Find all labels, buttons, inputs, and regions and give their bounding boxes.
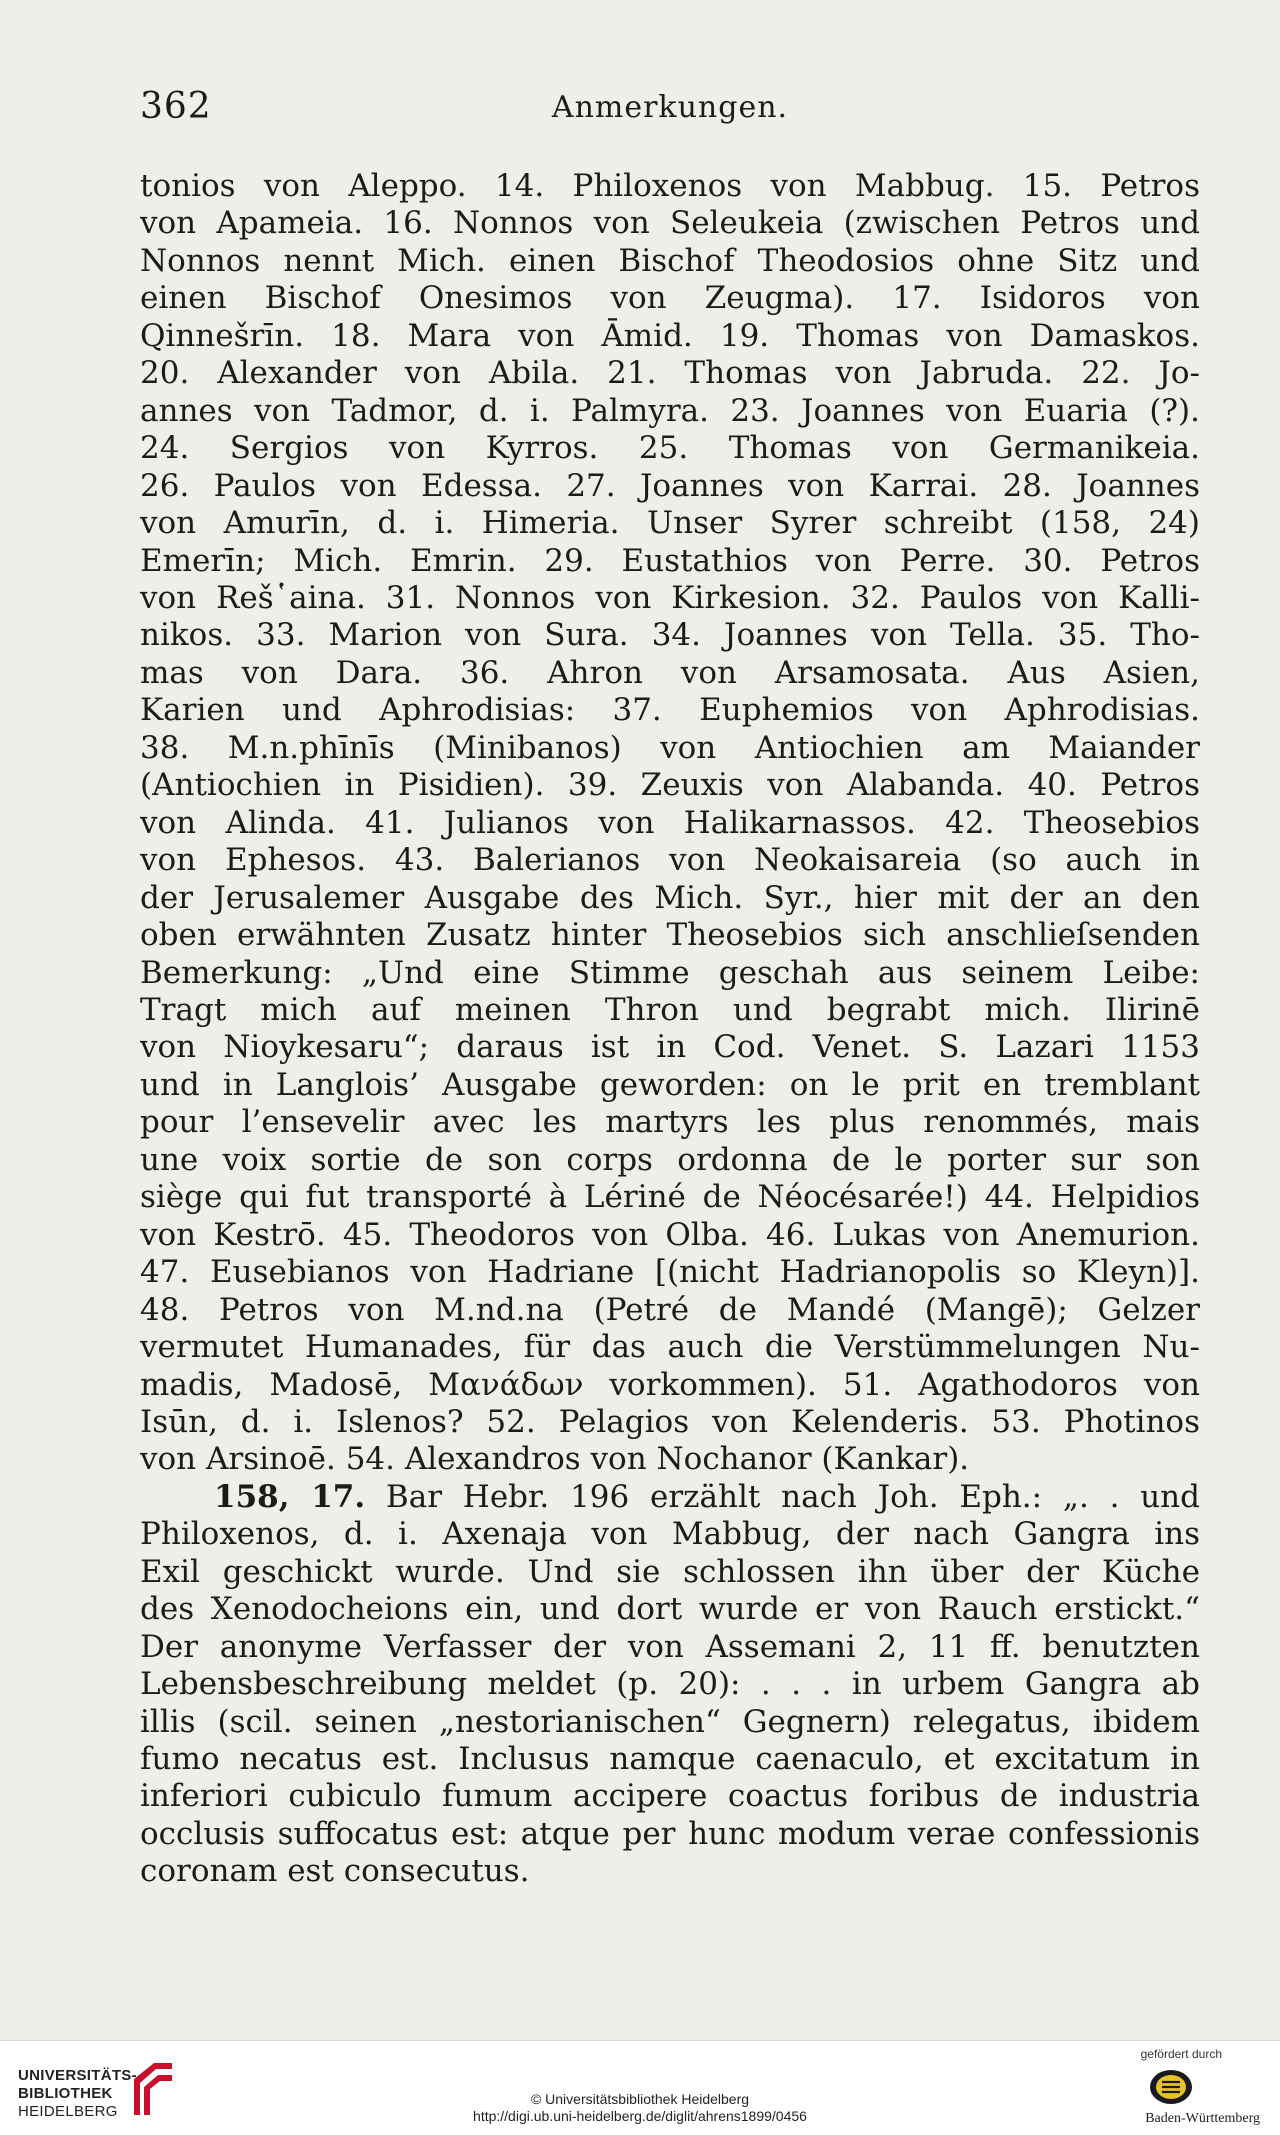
text-line: 38. M.n.phīnīs (Minibanos) von Antiochien am Maiander <box>140 729 1200 766</box>
footer-bar <box>0 2040 1280 2135</box>
text-line: fumo necatus est. Inclusus namque caenaculo, et excitatum in <box>140 1741 1200 1778</box>
text-line: coronam est consecutus. <box>140 1853 530 1890</box>
text-line: mas von Dara. 36. Ahron von Arsamosata. Aus Asien, <box>140 654 1200 691</box>
text-line: von Ephesos. 43. Balerianos von Neokaisareia (so auch in <box>140 842 1200 879</box>
text-line: siège qui fut transporté à Lériné de Néocésarée!) 44. Helpidios <box>140 1179 1200 1216</box>
text-line: nikos. 33. Marion von Sura. 34. Joannes von Tella. 35. Tho- <box>140 617 1200 654</box>
permalink-url[interactable]: http://digi.ub.uni-heidelberg.de/diglit/ahrens1899/0456 <box>473 2108 807 2124</box>
text-line: (Antiochien in Pisidien). 39. Zeuxis von Alabanda. 40. Petros <box>140 767 1200 804</box>
text-line: von Apameia. 16. Nonnos von Seleukeia (zwischen Petros und <box>140 205 1200 242</box>
text-line: von Arsinoē. 54. Alexandros von Nochanor (Kankar). <box>140 1441 970 1478</box>
text-line: und in Langlois’ Ausgabe geworden: on le prit en tremblant <box>140 1066 1200 1103</box>
sponsor-label: gefördert durch <box>1140 2047 1222 2061</box>
copyright-notice <box>0 2091 1280 2125</box>
text-line: von Reš῾aina. 31. Nonnos von Kirkesion. 32. Paulos von Kalli- <box>140 579 1200 616</box>
text-line: vermutet Humanades, für das auch die Verstümmelungen Nu- <box>140 1329 1200 1366</box>
text-line: Philoxenos, d. i. Axenaja von Mabbug, der nach Gangra ins <box>140 1516 1200 1553</box>
sponsor-name: Baden-Württemberg <box>1145 2111 1260 2126</box>
section-reference: 158, 17. <box>214 1478 366 1515</box>
page-header <box>140 86 1200 136</box>
text-line: illis (scil. seinen „nestorianischen“ Gegnern) relegatus, ibidem <box>140 1703 1200 1740</box>
text-line: der Jerusalemer Ausgabe des Mich. Syr., hier mit der an den <box>140 879 1200 916</box>
text-line: Bemerkung: „Und eine Stimme geschah aus seinem Leibe: <box>140 954 1200 991</box>
library-name-line1: UNIVERSITÄTS- <box>18 2067 137 2084</box>
text-line: 20. Alexander von Abila. 21. Thomas von Jabruda. 22. Jo- <box>140 355 1200 392</box>
text-line: occlusis suffocatus est: atque per hunc modum verae confessionis <box>140 1815 1200 1852</box>
text-line: Karien und Aphrodisias: 37. Euphemios von Aphrodisias. <box>140 692 1200 729</box>
copyright-text: © Universitätsbibliothek Heidelberg <box>530 2091 750 2107</box>
text-line: von Kestrō. 45. Theodoros von Olba. 46. Lukas von Anemurion. <box>140 1216 1200 1253</box>
text-line: Der anonyme Verfasser der von Assemani 2, 11 ff. benutzten <box>140 1628 1200 1665</box>
text-line: des Xenodocheions ein, und dort wurde er von Rauch erstickt.“ <box>140 1591 1200 1628</box>
text-line: von Amurīn, d. i. Himeria. Unser Syrer schreibt (158, 24) <box>140 505 1200 542</box>
state-coat-of-arms-icon <box>1148 2067 1194 2107</box>
text-line: einen Bischof Onesimos von Zeugma). 17. Isidoros von <box>140 280 1200 317</box>
library-name-line3: HEIDELBERG <box>18 2103 118 2120</box>
text-line: Qinnešrīn. 18. Mara von Āmid. 19. Thomas von Damaskos. <box>140 317 1200 354</box>
library-name-line2: BIBLIOTHEK <box>18 2085 113 2102</box>
text-line: pour l’ensevelir avec les martyrs les plus renommés, mais <box>140 1104 1200 1141</box>
section-first-line <box>140 1479 1200 1516</box>
text-line: Isūn, d. i. Islenos? 52. Pelagios von Kelenderis. 53. Photinos <box>140 1403 1200 1440</box>
text-line: 26. Paulos von Edessa. 27. Joannes von Karrai. 28. Joannes <box>140 467 1200 504</box>
body-text <box>140 168 1200 1891</box>
section-first-line-text: Bar Hebr. 196 erzählt nach Joh. Eph.: „. . und <box>365 1478 1200 1515</box>
text-line: tonios von Aleppo. 14. Philoxenos von Mabbug. 15. Petros <box>140 168 1200 204</box>
text-line: von Alinda. 41. Julianos von Halikarnassos. 42. Theosebios <box>140 804 1200 841</box>
text-line: Nonnos nennt Mich. einen Bischof Theodosios ohne Sitz und <box>140 242 1200 279</box>
text-line: Emerīn; Mich. Emrin. 29. Eustathios von Perre. 30. Petros <box>140 542 1200 579</box>
text-line: 48. Petros von M.nd.na (Petré de Mandé (Mangē); Gelzer <box>140 1291 1200 1328</box>
text-line: une voix sortie de son corps ordonna de le porter sur son <box>140 1141 1200 1178</box>
text-line: madis, Madosē, Μανάδων vorkommen). 51. Agathodoros von <box>140 1366 1200 1403</box>
text-line: Exil geschickt wurde. Und sie schlossen ihn über der Küche <box>140 1553 1200 1590</box>
text-line: Lebensbeschreibung meldet (p. 20): . . . in urbem Gangra ab <box>140 1666 1200 1703</box>
text-line: inferiori cubiculo fumum accipere coactus foribus de industria <box>140 1778 1200 1815</box>
running-head: Anmerkungen. <box>551 90 789 125</box>
text-line: von Nioykesaru“; daraus ist in Cod. Venet. S. Lazari 1153 <box>140 1029 1200 1066</box>
text-line: oben erwähnten Zusatz hinter Theosebios sich anschlieſsenden <box>140 917 1200 954</box>
text-line: annes von Tadmor, d. i. Palmyra. 23. Joannes von Euaria (?). <box>140 392 1200 429</box>
text-line: Tragt mich auf meinen Thron und begrabt mich. Ilirinē <box>140 991 1200 1028</box>
text-line: 24. Sergios von Kyrros. 25. Thomas von Germanikeia. <box>140 430 1200 467</box>
page-number: 362 <box>140 86 212 127</box>
text-line: 47. Eusebianos von Hadriane [(nicht Hadrianopolis so Kleyn)]. <box>140 1254 1200 1291</box>
